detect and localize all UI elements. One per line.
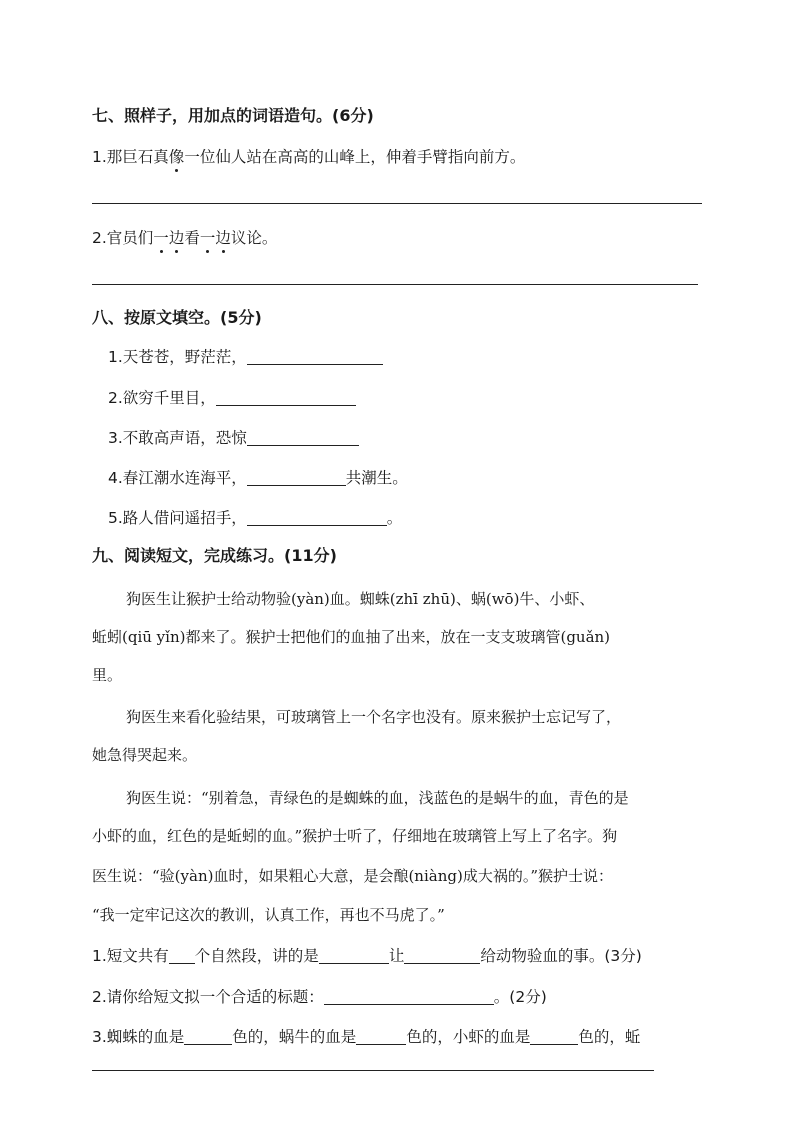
q9-3-blank-1[interactable] (184, 1028, 232, 1045)
q8-item-4-blank[interactable] (247, 469, 346, 486)
q7-2-dotted-2: 边 (168, 229, 185, 247)
passage-line-2: 蚯蚓(qiū yǐn)都来了。猴护士把他们的血抽了出来，放在一支支玻璃管(guǎn) (92, 628, 611, 646)
q8-item-1-blank[interactable] (247, 348, 383, 365)
q7-2-dotted-3: 一 (199, 229, 216, 247)
q7-1-text (92, 147, 525, 167)
q8-item-1-text: 1.天苍苍，野茫茫， (108, 348, 247, 366)
q8-item-2-text: 2.欲穷千里目， (108, 389, 216, 407)
q9-2-a: 2.请你给短文拟一个合适的标题： (92, 988, 324, 1006)
q8-item-5-blank[interactable] (247, 509, 387, 526)
section-7-title: 七、照样子，用加点的词语造句。(6分) (92, 106, 374, 125)
q8-item-5-post: 。 (386, 509, 403, 527)
q7-2-mid: 看 (184, 229, 200, 247)
q7-1-post: 一位仙人站在高高的山峰上，伸着手臂指向前方。 (184, 148, 526, 166)
q9-3-blank-3[interactable] (530, 1028, 578, 1045)
q9-1-blank-2[interactable] (319, 947, 389, 964)
q7-1-answer-line[interactable] (92, 203, 702, 204)
q8-item-2 (108, 388, 356, 408)
q9-1-c: 让 (388, 947, 405, 965)
q7-2-text (92, 228, 277, 248)
q8-item-4 (108, 468, 408, 488)
passage-line-1: 狗医生让猴护士给动物验(yàn)血。蜘蛛(zhī zhū)、蜗(wō)牛、小虾、 (126, 590, 595, 608)
q9-1 (92, 946, 642, 966)
passage-line-5: 她急得哭起来。 (92, 746, 198, 764)
passage-line-8: 医生说：“验(yàn)血时，如果粗心大意，是会酿(niàng)成大祸的。”猴护士说： (92, 867, 613, 885)
q9-1-blank-3[interactable] (404, 947, 480, 964)
q9-1-blank-1[interactable] (169, 947, 195, 964)
passage-line-6: 狗医生说：“别着急，青绿色的是蜘蛛的血，浅蓝色的是蜗牛的血，青色的是 (126, 789, 629, 807)
section-8-title: 八、按原文填空。(5分) (92, 308, 262, 327)
q8-item-4-text: 4.春江潮水连海平， (108, 469, 247, 487)
q8-item-3 (108, 428, 359, 448)
section-9-title: 九、阅读短文，完成练习。(11分) (92, 546, 337, 565)
q8-item-5 (108, 508, 402, 528)
q8-item-2-blank[interactable] (216, 389, 356, 406)
q9-3-b: 色的，蜗牛的血是 (232, 1028, 357, 1046)
q9-3-continuation-line[interactable] (92, 1070, 654, 1071)
passage-line-3: 里。 (92, 666, 123, 684)
q9-3-blank-2[interactable] (356, 1028, 406, 1045)
q7-2-answer-line[interactable] (92, 284, 698, 285)
q7-2-pre: 2.官员们 (92, 229, 154, 247)
q9-1-a: 1.短文共有 (92, 947, 169, 965)
q9-3-d: 色的，蚯 (578, 1028, 641, 1046)
q9-1-d: 给动物验血的事。(3分) (480, 947, 642, 965)
q7-2-dotted-4: 边 (215, 229, 231, 247)
q8-item-4-post: 共潮生。 (345, 469, 408, 487)
q7-2-dotted-1: 一 (153, 229, 169, 247)
passage-line-7: 小虾的血，红色的是蚯蚓的血。”猴护士听了，仔细地在玻璃管上写上了名字。狗 (92, 827, 618, 845)
q9-3-a: 3.蜘蛛的血是 (92, 1028, 185, 1046)
q9-2 (92, 987, 547, 1007)
passage-line-9: “我一定牢记这次的教训，认真工作，再也不马虎了。” (92, 906, 445, 924)
q7-1-pre: 1.那巨石真 (92, 148, 169, 166)
q9-3-c: 色的，小虾的血是 (406, 1028, 531, 1046)
q9-3 (92, 1027, 640, 1047)
q9-1-b: 个自然段，讲的是 (194, 947, 319, 965)
q9-2-blank[interactable] (324, 988, 494, 1005)
q8-item-5-text: 5.路人借问遥招手， (108, 509, 247, 527)
q8-item-3-text: 3.不敢高声语，恐惊 (108, 429, 247, 447)
q9-2-b: 。(2分) (493, 988, 547, 1006)
q8-item-3-blank[interactable] (247, 429, 359, 446)
q7-2-post: 议论。 (230, 229, 278, 247)
passage-line-4: 狗医生来看化验结果，可玻璃管上一个名字也没有。原来猴护士忘记写了， (126, 708, 622, 726)
q7-1-dotted-word: 像 (168, 148, 185, 166)
q8-item-1 (108, 347, 383, 367)
